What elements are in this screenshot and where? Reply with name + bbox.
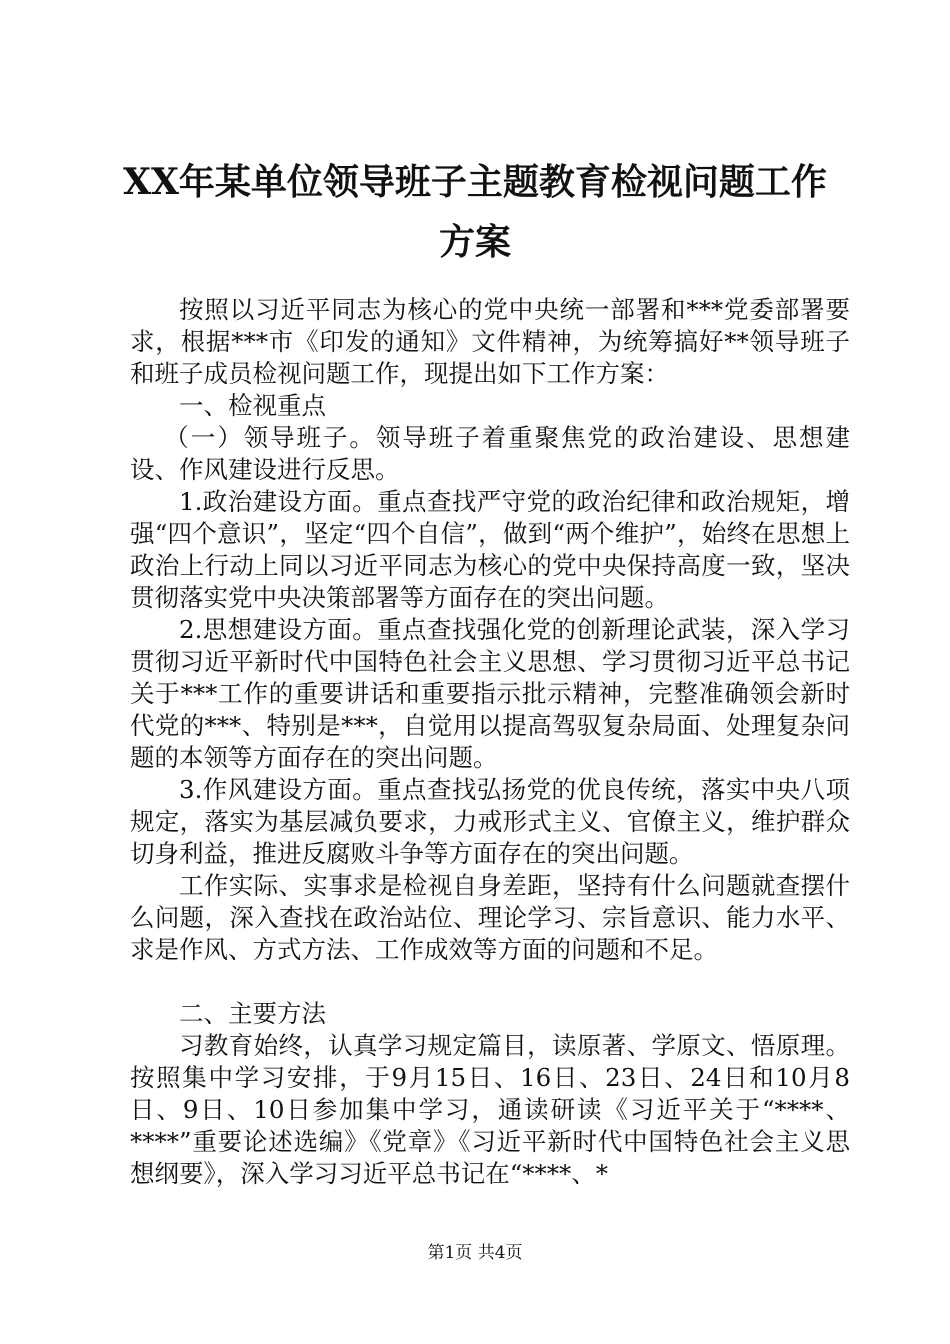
item-style-construction: 3.作风建设方面。重点查找弘扬党的优良传统，落实中央八项规定，落实为基层减负要求，力戒形式主义、官僚主义，维护群众切身利益，推进反腐败斗争等方面存在的突出问题。 xyxy=(130,775,850,868)
paragraph-spacer xyxy=(130,966,850,998)
item-political-construction: 1.政治建设方面。重点查找严守党的政治纪律和政治规矩，增强“四个意识”，坚定“四个自信”，做到“两个维护”，始终在思想上政治上行动上同以习近平同志为核心的党中央保持高度一致，坚决贯彻落实党中央决策部署等方面存在的突出问题。 xyxy=(130,487,850,612)
section-heading-inspection-focus: 一、检视重点 xyxy=(179,391,326,420)
work-reality-paragraph: 工作实际、实事求是检视自身差距，坚持有什么问题就查摆什么问题，深入查找在政治站位、理论学习、宗旨意识、能力水平、求是作风、方式方法、工作成效等方面的问题和不足。 xyxy=(130,871,850,964)
study-paragraph: 习教育始终，认真学习规定篇目，读原著、学原文、悟原理。按照集中学习安排，于9月15日、16日、23日、24日和10月8日、9日、10日参加集中学习，通读研读《习近平关于“****、****”重要论述选编》《党章》《习近平新时代中国特色社会主义思想纲要》，深入学习习近平总书记在“****、* xyxy=(130,1031,850,1188)
subsection-leadership-team: （一）领导班子。领导班子着重聚焦党的政治建设、思想建设、作风建设进行反思。 xyxy=(130,423,850,484)
item-ideological-construction: 2.思想建设方面。重点查找强化党的创新理论武装，深入学习贯彻习近平新时代中国特色社会主义思想、学习贯彻习近平总书记关于***工作的重要讲话和重要指示批示精神，完整准确领会新时代党的***、特别是***，自觉用以提高驾驭复杂局面、处理复杂问题的本领等方面存在的突出问题。 xyxy=(130,615,850,772)
document-title-line-1: XX年某单位领导班子主题教育检视问题工作 xyxy=(123,161,827,203)
page-number-footer: 第1页 共4页 xyxy=(427,1243,523,1263)
intro-paragraph: 按照以习近平同志为核心的党中央统一部署和***党委部署要求，根据***市《印发的通知》文件精神，为统筹搞好**领导班子和班子成员检视问题工作，现提出如下工作方案： xyxy=(130,295,850,388)
section-heading-main-methods: 二、主要方法 xyxy=(179,999,326,1028)
document-title-line-2: 方案 xyxy=(438,221,511,263)
document-body xyxy=(130,294,850,1190)
